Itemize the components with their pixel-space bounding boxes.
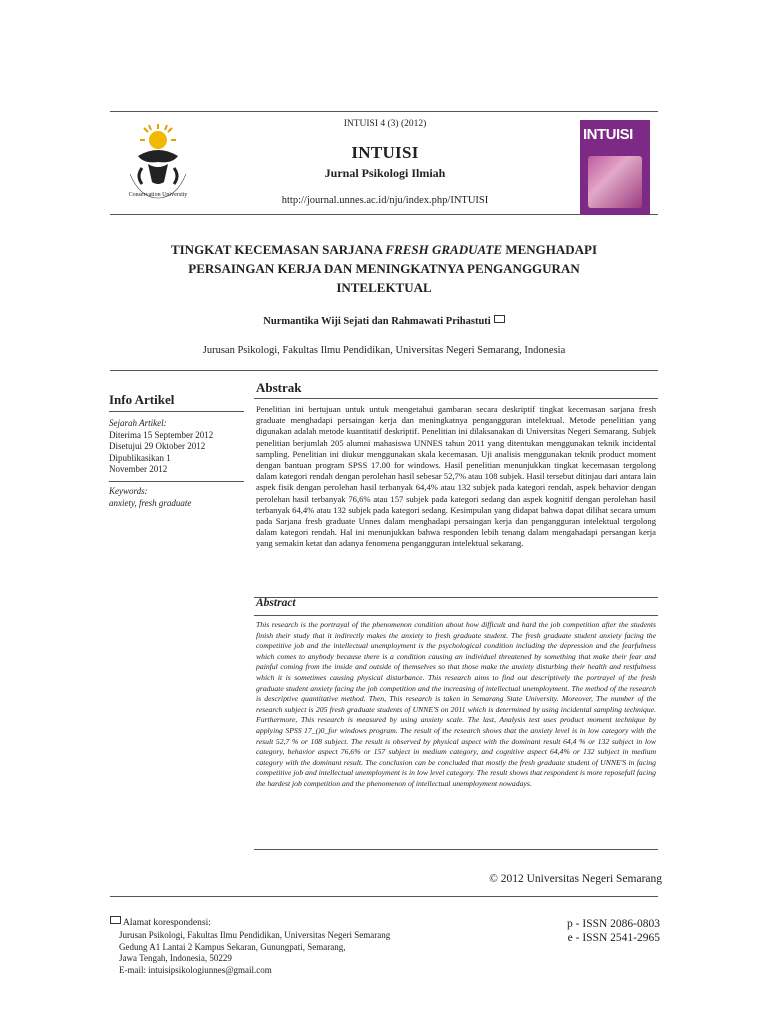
- address-line: Jurusan Psikologi, Fakultas Ilmu Pendidikan, Universitas Negeri Semarang: [119, 930, 391, 940]
- sun-rays-icon: [140, 124, 176, 149]
- envelope-icon: [110, 916, 121, 924]
- address-line: Gedung A1 Lantai 2 Kampus Sekaran, Gunungpati, Semarang,: [119, 941, 346, 952]
- envelope-icon: [494, 315, 505, 323]
- abstract-heading: Abstract: [256, 597, 296, 609]
- title-text: INTELEKTUAL: [336, 280, 432, 295]
- keywords-rule: [109, 481, 244, 482]
- keywords-value: anxiety, fresh graduate: [109, 497, 192, 508]
- address-line: Jawa Tengah, Indonesia, 50229: [119, 953, 232, 964]
- article-title: [120, 240, 648, 297]
- issn-block: [520, 917, 660, 945]
- received-date: Diterima 15 September 2012: [109, 429, 214, 440]
- correspondence-email[interactable]: E-mail: intuisipsikologiunnes@gmail.com: [119, 964, 272, 975]
- electronic-issn: e - ISSN 2541-2965: [567, 932, 660, 944]
- info-heading-rule: [109, 411, 244, 412]
- author-names: Nurmantika Wiji Sejati dan Rahmawati Prihastuti: [263, 316, 491, 327]
- info-heading: Info Artikel: [109, 392, 175, 407]
- correspondence-address: [119, 930, 469, 976]
- header-bottom-rule: [110, 214, 658, 215]
- affiliation-rule: [110, 370, 658, 371]
- history-label: Sejarah Artikel:: [109, 418, 167, 428]
- journal-cover-image: [580, 120, 650, 215]
- print-issn: p - ISSN 2086-0803: [567, 918, 660, 930]
- keywords: [109, 486, 244, 509]
- authors: [200, 316, 568, 327]
- journal-subtitle: Jurnal Psikologi Ilmiah: [324, 166, 446, 180]
- cover-artwork: [588, 156, 642, 208]
- title-text: MENGHADAPI: [502, 242, 598, 257]
- journal-url[interactable]: http://journal.unnes.ac.id/nju/index.php/INTUISI: [281, 195, 489, 206]
- title-text: TINGKAT KECEMASAN SARJANA: [170, 242, 386, 257]
- copyright: © 2012 Universitas Negeri Semarang: [489, 873, 662, 885]
- accepted-date: Disetujui 29 Oktober 2012: [109, 441, 206, 451]
- title-italic-text: FRESH GRADUATE: [385, 242, 503, 257]
- journal-title: INTUISI: [351, 143, 419, 162]
- abstract-text: This research is the portrayal of the phenomenon condition about how difficult and hard the job competition after the students finish their study that it indirectly makes the anxiety to fresh graduate student. The fresh graduate student anxiety facing the competitive job and the intellectual unemployment is the psychological condition including the depression and the fearfulness which comes to anybody because there is a condition causing an individuel threatened by something that make their fear and painful coming from the inside and outside of themselves so that those make the anxiety disturbing their health and restfulness which it is sometimes causing physical disturbance. This research aims to find out descriptively the portrayel of the fresh graduate student anxiety facing the job competition and the increasing of intellectual unemployment. The method of the research is descriptive quantitative method. Then, This research is taken in Semarang State University. Moreover, The number of the research subject is 205 fresh graduate students of UNNE'S on 2011 which is determined by using incidental sampling technique. Furthermore, This research is measured by using anxiety scale. The last, Analysis test uses product moment technique by applying SPSS 17_()0_for windows program. The result of the research shows that the anxiety level is in low category with the result 52,7 % or 108 subject. The result is observed by physical aspect with the dominant result 64,4 % or 132 subject in low category, behavior aspect 76,6% or 157 subject in medium category, and cognitive aspect 64,4% or 132 subject in medium category with the dominant result. The conclusion can be concluded that mostly the fresh graduate student of UNNE'S in facing competitive job and intellectual unemployment is in low level category. The result shows that respondent is more reposefull facing the hardest job competition and the phenomenon of intellectual unemployment nowadays.: [256, 620, 656, 788]
- abstrak-text: Penelitian ini bertujuan untuk untuk mengetahui gambaran secara deskriptif tingkat kecemasan sarjana fresh graduate menghadapi persaingan kerja dan meningkatnya pengangguran intelektual. Metode penelitian yang digunakan adalah metode kuantitatif deskriptif. Penelitian ini dilaksanakan di Universitas Negeri Semarang. Subjek penelitian berjumlah 205 alumni mahasiswa UNNES tahun 2011 yang ditentukan menggunakan teknik incidental sampling. Penelitian ini diukur menggunakan skala kecemasan. Uji analisis menggunakan teknik product moment dengan bantuan program SPSS 17.00 for windows. Hasil penelitian menunjukkan tingkat kecemasan tergolong dalam kategori rendah dengan perolehan hasil sebesar 52,7% atau 108 subjek. Hasil tersebut ditinjau dari antara lain aspek fisik dengan perolehan hasil terbanyak 64,4% atau 132 subjek pada kategori rendah, aspek behavior dengan perolehan hasil terbanyak 76,6% atau 157 subjek pada kategori sedang dan aspek kognitif dengan perolehan hasil terbanyak 64,4% atau 132 subjek pada kategori sedang. Kesimpulan yang didapat bahwa dapat dilihat secara umum pada Sarjana fresh graduate Unnes dalam menghadapi persaingan kerja dan pengangguran intelektual tergolong dalam kategori rendah. Hal ini menunjukkan bahwa responden lebih tenang dalam mengahadapi persangan kerja yang semakin ketat dan adanya fenomena pengangguran intelektual sekarang.: [256, 404, 656, 549]
- issue-number: INTUISI 4 (3) (2012): [343, 119, 427, 129]
- abstrak-heading: Abstrak: [256, 380, 302, 395]
- correspondence-label: Alamat korespondensi:: [123, 918, 211, 928]
- published-date: November 2012: [109, 464, 168, 474]
- header-top-rule: [110, 111, 658, 112]
- correspondence-heading: [110, 918, 211, 928]
- svg-text:Conservation University: Conservation University: [128, 192, 188, 198]
- article-history: [109, 418, 244, 476]
- university-logo: [120, 122, 196, 202]
- footer-rule: [110, 896, 658, 897]
- cover-title: INTUISI: [583, 126, 633, 143]
- keywords-label: Keywords:: [109, 486, 148, 496]
- affiliation: Jurusan Psikologi, Fakultas Ilmu Pendidikan, Universitas Negeri Semarang, Indonesia: [202, 345, 566, 356]
- title-text: PERSAINGAN KERJA DAN MENINGKATNYA PENGANGGURAN: [188, 261, 580, 276]
- published-label: Dipublikasikan 1: [109, 452, 171, 463]
